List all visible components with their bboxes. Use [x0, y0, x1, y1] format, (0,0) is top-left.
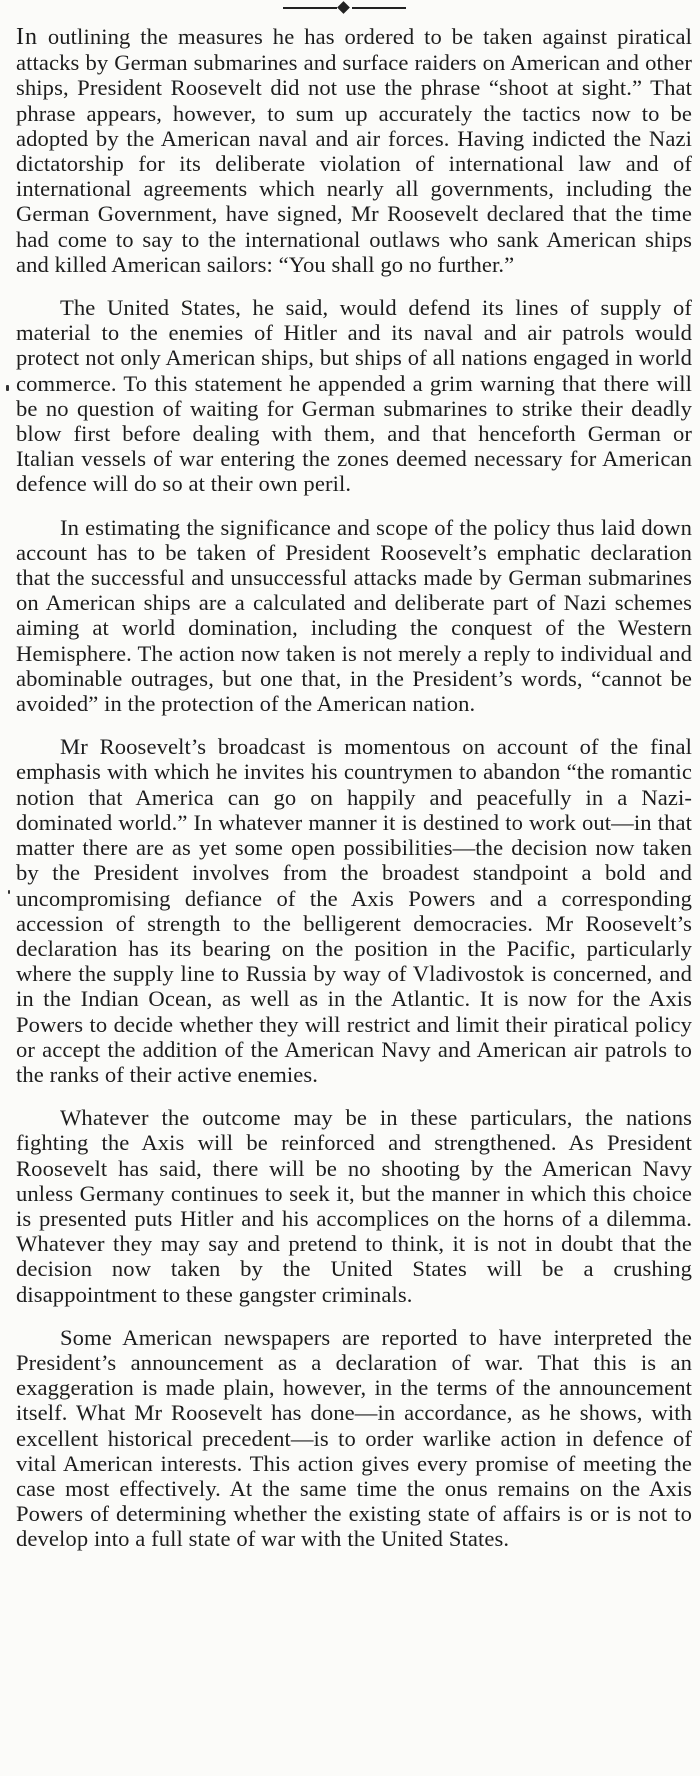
article-paragraph-4: Mr Roosevelt’s broadcast is momentous on account of the final emphasis with which he invites his countrymen to abandon “the romantic notion that America can go on happily and peacefully in a Nazi-dominated world.” In whatever manner it is destined to work out—in that matter there are as yet some open possibilities—the decision now taken by the President involves from the broadest standpoint a bold and uncompromising defiance of the Axis Powers and a corresponding accession of strength to the belligerent democracies. Mr Roosevelt’s declaration has its bearing on the position in the Pacific, particularly where the supply line to Russia by way of Vladivostok is concerned, and in the Indian Ocean, as well as in the Atlantic. It is now for the Axis Powers to decide whether they will restrict and limit their piratical policy or accept the addition of the American Navy and American air patrols to the ranks of their active enemies. — [16, 734, 692, 1087]
editorial-article — [16, 24, 692, 1570]
paragraph-text: outlining the measures he has ordered to be taken against piratical attacks by German submarines and surface raiders on American and other ships, President Roosevelt did not use the phrase “shoot at sight.” That phrase appears, however, to sum up accurately the tactics now to be adopted by the American naval and air forces. Having indicted the Nazi dictatorship for its deliberate violation of international law and of international agreements which nearly all governments, including the German Government, have signed, Mr Roosevelt declared that the time had come to say to the international outlaws who sank American ships and killed American sailors: “You shall go no further.” — [16, 24, 692, 277]
article-paragraph-5: Whatever the outcome may be in these particulars, the nations fighting the Axis will be reinforced and strengthened. As President Roosevelt has said, there will be no shooting by the American Navy unless Germany continues to seek it, but the manner in which this choice is presented puts Hitler and his accomplices on the horns of a dilemma. Whatever they may say and pretend to think, it is not in doubt that the decision now taken by the United States will be a crushing disappointment to these gangster criminals. — [16, 1105, 692, 1307]
divider-rule-left — [283, 7, 337, 9]
article-paragraph-2: The United States, he said, would defend its lines of supply of material to the enemies of Hitler and its naval and air patrols would protect not only American ships, but ships of all nations engaged in world commerce. To this statement he appended a grim warning that there will be no question of waiting for German submarines to strike their deadly blow first before dealing with them, and that henceforth German or Italian vessels of war entering the zones deemed necessary for American defence will do so at their own peril. — [16, 295, 692, 497]
article-paragraph-6: Some American newspapers are reported to have interpreted the President’s announcement as a declaration of war. That this is an exaggeration is made plain, however, in the terms of the announcement itself. What Mr Roosevelt has done—in accordance, as he shows, with excellent historical precedent—is to order warlike action in defence of vital American interests. This action gives every promise of meeting the case most effectively. At the same time the onus remains on the Axis Powers of determining whether the existing state of affairs is or is not to develop into a full state of war with the United States. — [16, 1324, 692, 1552]
ink-speck — [6, 385, 9, 391]
ink-speck — [8, 890, 10, 894]
diamond-ornament-icon — [337, 1, 350, 14]
article-paragraph-1 — [16, 24, 692, 277]
article-paragraph-3: In estimating the significance and scope of the policy thus laid down account has to be taken of President Roosevelt’s emphatic declaration that the successful and unsuccessful attacks made by German submarines on American ships are a calculated and deliberate part of Nazi schemes aiming at world domination, including the conquest of the Western Hemisphere. The action now taken is not merely a reply to individual and abominable outrages, but one that, in the President’s words, “cannot be avoided” in the protection of the American nation. — [16, 514, 692, 717]
opening-word: In — [16, 24, 38, 50]
ornamental-divider — [283, 2, 406, 14]
divider-rule-right — [352, 7, 406, 9]
